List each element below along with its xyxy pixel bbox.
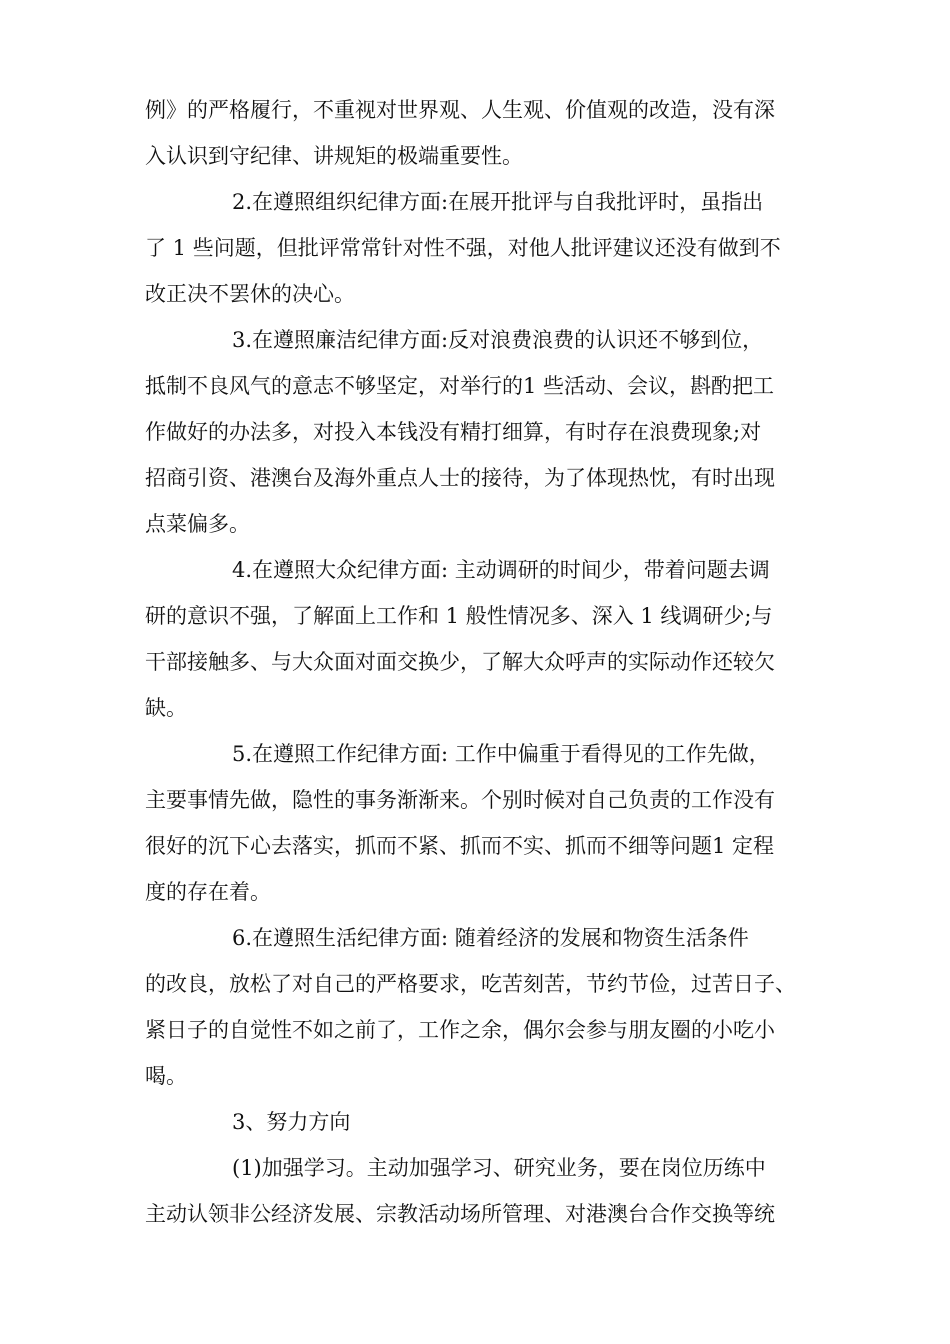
text-line: 主要事情先做，隐性的事务渐渐来。个别时候对自己负责的工作没有: [145, 788, 775, 812]
text-line: 干部接触多、与大众面对面交换少，了解大众呼声的实际动作还较欠: [145, 650, 775, 674]
text-line: 入认识到守纪律、讲规矩的极端重要性。: [145, 144, 523, 168]
text-line: (1)加强学习。主动加强学习、研究业务，要在岗位历练中: [232, 1156, 766, 1180]
text-line: 主动认领非公经济发展、宗教活动场所管理、对港澳台合作交换等统: [145, 1202, 775, 1226]
text-line: 研的意识不强，了解面上工作和 1 般性情况多、深入 1 线调研少;与: [145, 604, 773, 628]
text-line: 招商引资、港澳台及海外重点人士的接待，为了体现热忱，有时出现: [145, 466, 775, 490]
text-line: 缺。: [145, 696, 187, 720]
text-line: 很好的沉下心去落实，抓而不紧、抓而不实、抓而不细等问题1 定程: [145, 834, 775, 858]
text-line: 3.在遵照廉洁纪律方面:反对浪费浪费的认识还不够到位，: [232, 328, 764, 352]
text-line: 5.在遵照工作纪律方面: 工作中偏重于看得见的工作先做，: [232, 742, 770, 766]
text-line: 2.在遵照组织纪律方面:在展开批评与自我批评时，虽指出: [232, 190, 764, 214]
body-text: [145, 87, 835, 1237]
section-heading: 3、努力方向: [232, 1110, 351, 1134]
text-line: 紧日子的自觉性不如之前了，工作之余，偶尔会参与朋友圈的小吃小: [145, 1018, 775, 1042]
text-line: 点菜偏多。: [145, 512, 250, 536]
text-line: 了 1 些问题，但批评常常针对性不强，对他人批评建议还没有做到不: [145, 236, 781, 260]
text-line: 的改良，放松了对自己的严格要求，吃苦刻苦，节约节俭，过苦日子、: [145, 972, 796, 996]
text-line: 6.在遵照生活纪律方面: 随着经济的发展和物资生活条件: [232, 926, 749, 950]
text-line: 喝。: [145, 1064, 187, 1088]
text-line: 度的存在着。: [145, 880, 271, 904]
text-line: 4.在遵照大众纪律方面: 主动调研的时间少，带着问题去调: [232, 558, 770, 582]
text-line: 抵制不良风气的意志不够坚定，对举行的1 些活动、会议，斟酌把工: [145, 374, 775, 398]
text-line: 作做好的办法多，对投入本钱没有精打细算，有时存在浪费现象;对: [145, 420, 762, 444]
text-line: 改正决不罢休的决心。: [145, 282, 355, 306]
text-line: 例》的严格履行，不重视对世界观、人生观、价值观的改造，没有深: [145, 98, 775, 122]
